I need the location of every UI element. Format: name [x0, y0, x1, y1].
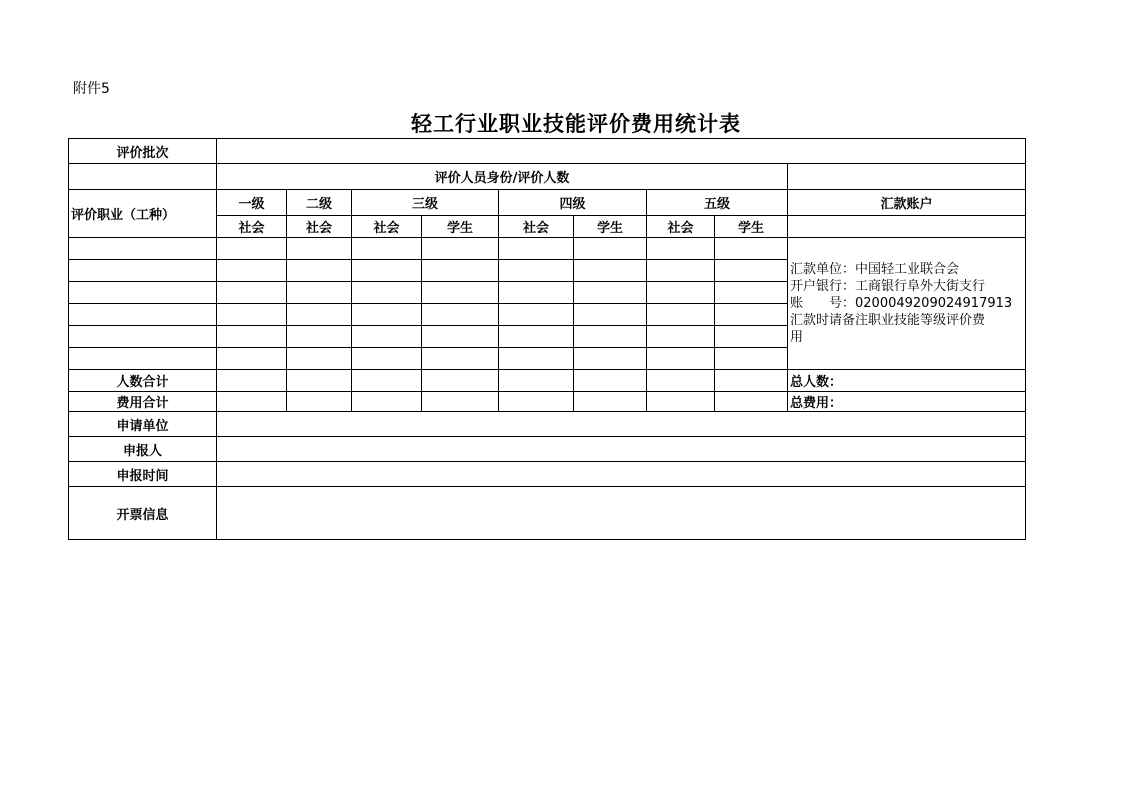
data-cell[interactable]	[647, 326, 715, 348]
total-fee-label: 总费用：	[788, 392, 1026, 412]
applicant-unit-value[interactable]	[217, 412, 1026, 437]
attachment-label: 附件5	[73, 81, 110, 97]
data-cell[interactable]	[647, 260, 715, 282]
fee-total-row	[69, 392, 1026, 412]
data-cell[interactable]	[715, 348, 788, 370]
data-cell[interactable]	[217, 260, 287, 282]
remit-unit: 汇款单位：中国轻工业联合会	[790, 262, 960, 277]
data-cell[interactable]	[574, 304, 647, 326]
data-cell[interactable]	[647, 282, 715, 304]
count-total-row	[69, 370, 1026, 392]
data-cell[interactable]	[715, 392, 788, 412]
page-title: 轻工行业职业技能评价费用统计表	[411, 112, 741, 136]
social-header: 社会	[352, 216, 422, 238]
applicant-unit-label: 申请单位	[69, 412, 217, 437]
table-row	[69, 238, 1026, 260]
data-cell[interactable]	[352, 260, 422, 282]
data-cell[interactable]	[499, 238, 574, 260]
data-cell[interactable]	[715, 370, 788, 392]
social-header: 社会	[647, 216, 715, 238]
data-cell[interactable]	[217, 238, 287, 260]
student-header: 学生	[715, 216, 788, 238]
data-cell[interactable]	[499, 282, 574, 304]
occupation-cell[interactable]	[69, 282, 217, 304]
remit-header: 汇款账户	[788, 190, 1026, 216]
data-cell[interactable]	[352, 348, 422, 370]
data-cell[interactable]	[352, 238, 422, 260]
social-header: 社会	[217, 216, 287, 238]
data-cell[interactable]	[217, 348, 287, 370]
data-cell[interactable]	[287, 260, 352, 282]
data-cell[interactable]	[217, 326, 287, 348]
occupation-cell[interactable]	[69, 260, 217, 282]
occupation-cell[interactable]	[69, 304, 217, 326]
remit-remark: 汇款时请备注职业技能等级评价费	[790, 313, 986, 328]
remit-bank: 开户银行：工商银行阜外大街支行	[790, 279, 986, 294]
data-cell[interactable]	[217, 282, 287, 304]
data-cell[interactable]	[422, 348, 499, 370]
data-cell[interactable]	[574, 348, 647, 370]
data-cell[interactable]	[352, 392, 422, 412]
data-cell[interactable]	[574, 326, 647, 348]
social-header: 社会	[287, 216, 352, 238]
data-cell[interactable]	[499, 392, 574, 412]
level-3-header: 三级	[352, 190, 499, 216]
data-cell[interactable]	[574, 260, 647, 282]
data-cell[interactable]	[422, 392, 499, 412]
data-cell[interactable]	[574, 282, 647, 304]
batch-label: 评价批次	[69, 139, 217, 164]
level-5-header: 五级	[647, 190, 788, 216]
data-cell[interactable]	[217, 370, 287, 392]
invoice-info-value[interactable]	[217, 487, 1026, 540]
level-2-header: 二级	[287, 190, 352, 216]
data-cell[interactable]	[422, 260, 499, 282]
data-cell[interactable]	[287, 326, 352, 348]
blank-cell	[788, 216, 1026, 238]
data-cell[interactable]	[715, 282, 788, 304]
data-cell[interactable]	[352, 304, 422, 326]
data-cell[interactable]	[287, 348, 352, 370]
data-cell[interactable]	[647, 348, 715, 370]
data-cell[interactable]	[217, 392, 287, 412]
remit-info	[788, 238, 1026, 370]
data-cell[interactable]	[647, 370, 715, 392]
identity-header: 评价人员身份/评价人数	[217, 164, 788, 190]
level-1-header: 一级	[217, 190, 287, 216]
batch-value-cell[interactable]	[217, 139, 1026, 164]
data-cell[interactable]	[574, 238, 647, 260]
data-cell[interactable]	[422, 304, 499, 326]
data-cell[interactable]	[647, 238, 715, 260]
report-time-label: 申报时间	[69, 462, 217, 487]
blank-cell	[69, 164, 217, 190]
remit-account: 账 号：0200049209024917913	[790, 296, 1013, 311]
data-cell[interactable]	[715, 304, 788, 326]
data-cell[interactable]	[715, 260, 788, 282]
data-cell[interactable]	[217, 304, 287, 326]
data-cell[interactable]	[647, 304, 715, 326]
data-cell[interactable]	[352, 370, 422, 392]
data-cell[interactable]	[287, 370, 352, 392]
data-cell[interactable]	[352, 282, 422, 304]
count-total-label: 人数合计	[69, 370, 217, 392]
invoice-info-label: 开票信息	[69, 487, 217, 540]
reporter-label: 申报人	[69, 437, 217, 462]
occupation-label: 评价职业（工种）	[69, 190, 217, 238]
student-header: 学生	[574, 216, 647, 238]
data-cell[interactable]	[647, 392, 715, 412]
occupation-cell[interactable]	[69, 348, 217, 370]
fee-total-label: 费用合计	[69, 392, 217, 412]
data-cell[interactable]	[422, 282, 499, 304]
total-people-label: 总人数：	[788, 370, 1026, 392]
blank-cell	[788, 164, 1026, 190]
data-cell[interactable]	[352, 326, 422, 348]
data-cell[interactable]	[499, 260, 574, 282]
data-cell[interactable]	[499, 348, 574, 370]
social-header: 社会	[499, 216, 574, 238]
level-4-header: 四级	[499, 190, 647, 216]
data-cell[interactable]	[287, 282, 352, 304]
data-cell[interactable]	[499, 326, 574, 348]
data-cell[interactable]	[574, 392, 647, 412]
data-cell[interactable]	[287, 304, 352, 326]
remit-remark-cont: 用	[790, 330, 804, 345]
student-header: 学生	[422, 216, 499, 238]
data-cell[interactable]	[422, 326, 499, 348]
data-cell[interactable]	[499, 370, 574, 392]
data-cell[interactable]	[574, 370, 647, 392]
data-cell[interactable]	[499, 304, 574, 326]
data-cell[interactable]	[287, 238, 352, 260]
data-cell[interactable]	[422, 238, 499, 260]
data-cell[interactable]	[422, 370, 499, 392]
occupation-cell[interactable]	[69, 238, 217, 260]
data-cell[interactable]	[715, 238, 788, 260]
data-cell[interactable]	[287, 392, 352, 412]
report-time-value[interactable]	[217, 462, 1026, 487]
data-cell[interactable]	[715, 326, 788, 348]
occupation-cell[interactable]	[69, 326, 217, 348]
fee-statistics-table	[68, 138, 1026, 540]
reporter-value[interactable]	[217, 437, 1026, 462]
